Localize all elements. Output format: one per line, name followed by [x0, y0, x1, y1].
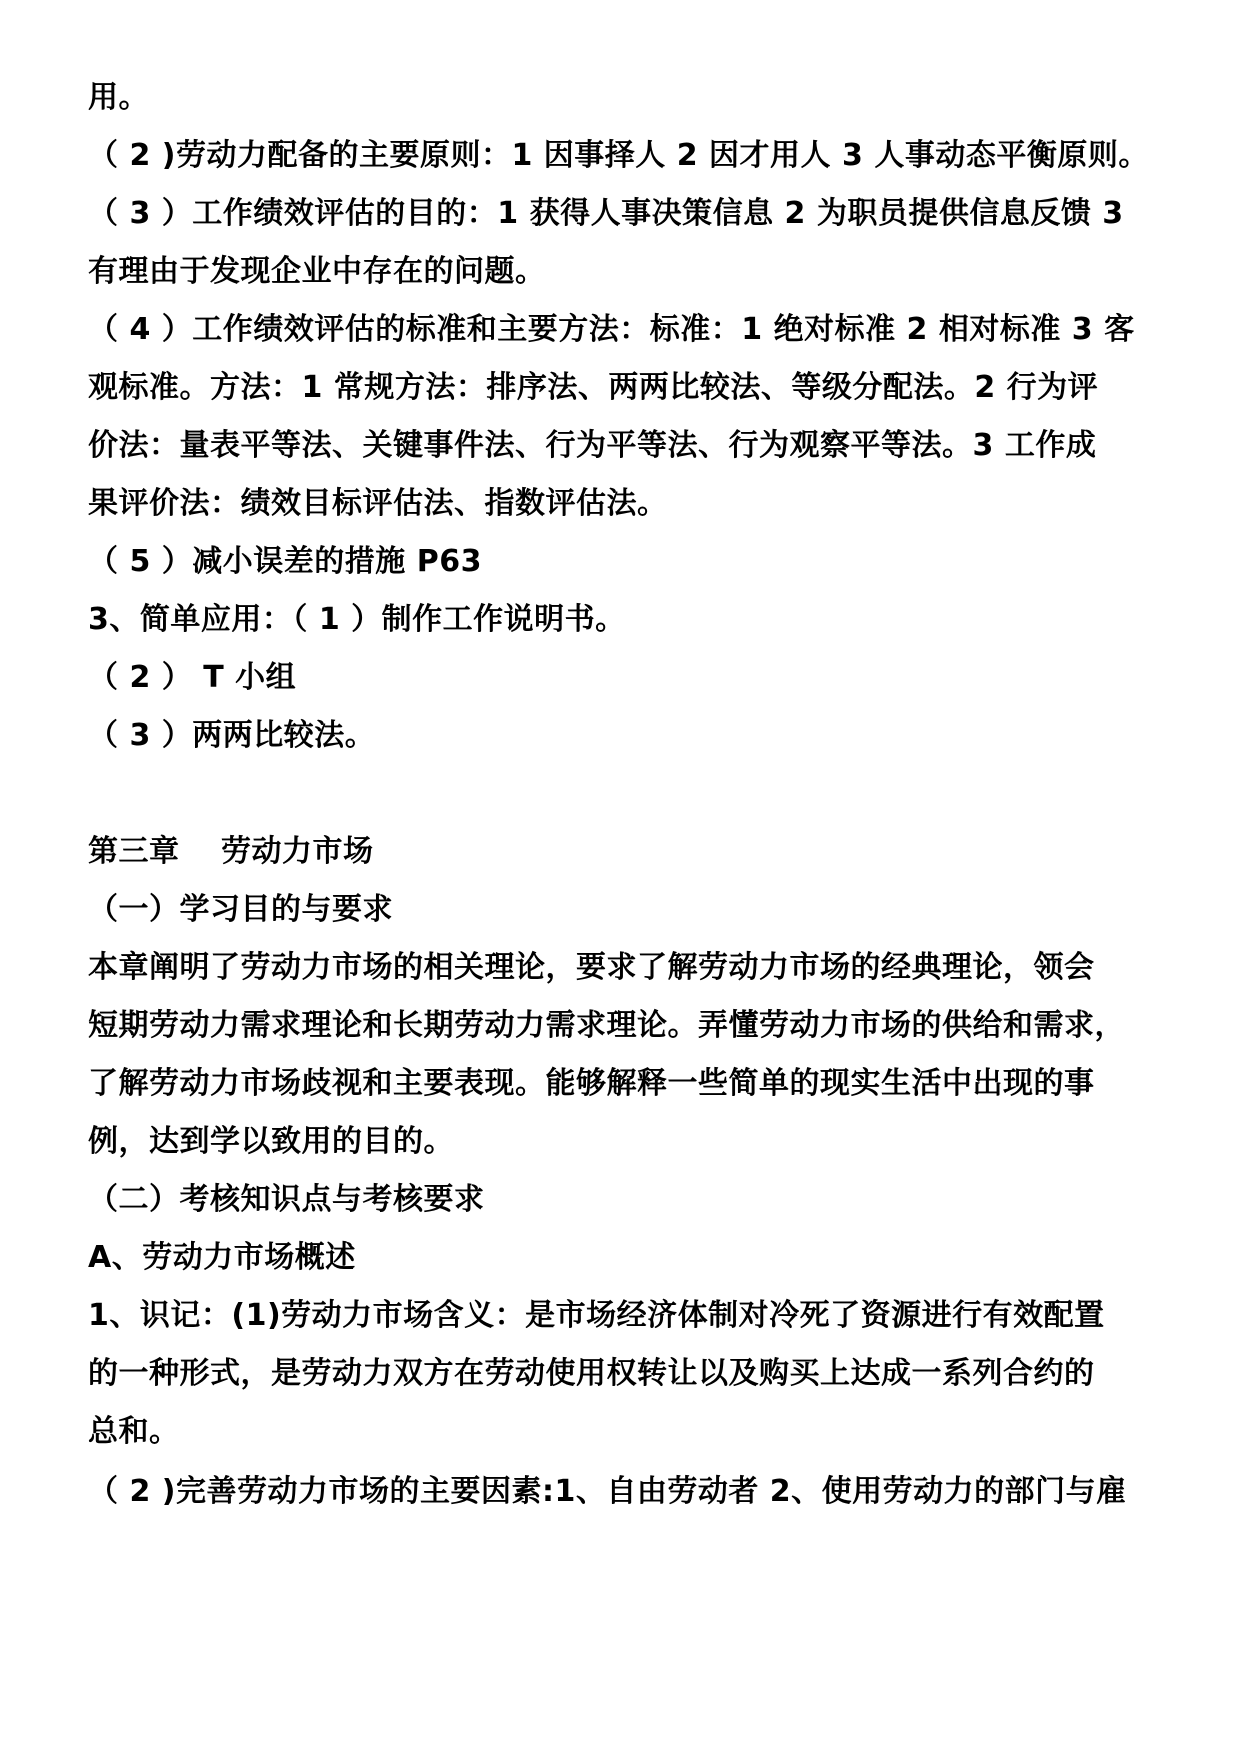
text-line: （ 4 ）工作绩效评估的标准和主要方法：标准：1 绝对标准 2 相对标准 3 客: [88, 312, 1135, 347]
subsection-heading: A、劳动力市场概述: [88, 1240, 356, 1275]
text-line: （ 2 ） T 小组: [88, 660, 297, 695]
section-heading: （二）考核知识点与考核要求: [88, 1182, 485, 1217]
text-line: 3、简单应用：（ 1 ）制作工作说明书。: [88, 602, 626, 637]
text-line: 果评价法：绩效目标评估法、指数评估法。: [88, 486, 668, 521]
text-line: 的一种形式，是劳动力双方在劳动使用权转让以及购买上达成一系列合约的: [88, 1356, 1095, 1391]
chapter-heading: 第三章 劳动力市场: [88, 834, 374, 869]
text-line: （ 2 )完善劳动力市场的主要因素:1、自由劳动者 2、使用劳动力的部门与雇: [88, 1474, 1127, 1509]
text-line: （ 2 )劳动力配备的主要原则：1 因事择人 2 因才用人 3 人事动态平衡原则。: [88, 138, 1149, 173]
text-line: 短期劳动力需求理论和长期劳动力需求理论。弄懂劳动力市场的供给和需求，: [88, 1008, 1125, 1043]
text-line: 了解劳动力市场歧视和主要表现。能够解释一些简单的现实生活中出现的事: [88, 1066, 1095, 1101]
text-line: 1、识记：(1)劳动力市场含义：是市场经济体制对冷死了资源进行有效配置: [88, 1298, 1105, 1333]
section-heading: （一）学习目的与要求: [88, 892, 393, 927]
text-line: （ 3 ）工作绩效评估的目的：1 获得人事决策信息 2 为职员提供信息反馈 3: [88, 196, 1124, 231]
text-line: （ 5 ）减小误差的措施 P63: [88, 544, 482, 579]
text-line: 观标准。方法：1 常规方法：排序法、两两比较法、等级分配法。2 行为评: [88, 370, 1099, 405]
text-line: 价法：量表平等法、关键事件法、行为平等法、行为观察平等法。3 工作成: [88, 428, 1097, 463]
text-line: （ 3 ）两两比较法。: [88, 718, 376, 753]
text-line: 本章阐明了劳动力市场的相关理论，要求了解劳动力市场的经典理论，领会: [88, 950, 1095, 985]
text-line: 例，达到学以致用的目的。: [88, 1124, 454, 1159]
text-line: 有理由于发现企业中存在的问题。: [88, 254, 546, 289]
text-line: 用。: [88, 80, 149, 115]
text-line: 总和。: [88, 1414, 180, 1449]
